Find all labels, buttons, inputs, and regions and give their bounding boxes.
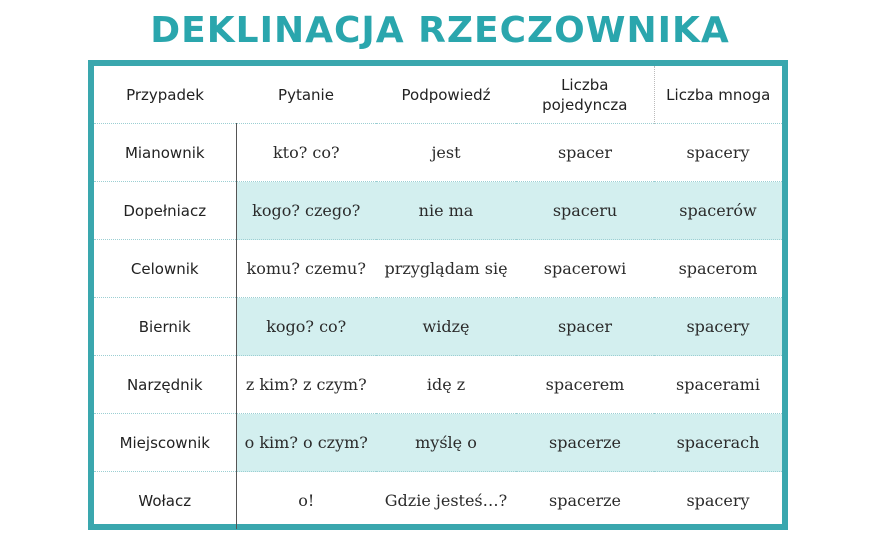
cell-singular: spacer [516,124,654,182]
cell-singular: spacerze [516,472,654,530]
cell-singular: spacer [516,298,654,356]
cell-singular: spacerowi [516,240,654,298]
case-name: Biernik [94,298,236,356]
cell-plural: spacery [654,472,782,530]
cell-question: kto? co? [236,124,376,182]
cell-hint: jest [376,124,516,182]
header-singular: Liczba pojedyncza [542,75,628,114]
cell-question: o kim? o czym? [236,414,376,472]
case-name: Narzędnik [94,356,236,414]
cell-hint: idę z [376,356,516,414]
cell-hint: widzę [376,298,516,356]
cell-question: o! [236,472,376,530]
table-row [94,356,782,414]
cell-singular: spacerem [516,356,654,414]
cell-singular: spacerze [516,414,654,472]
cell-question: kogo? czego? [236,182,376,240]
table-row [94,182,782,240]
table-row [94,414,782,472]
cell-hint: nie ma [376,182,516,240]
header-plural: Liczba mnoga [654,66,782,124]
table-row [94,472,782,530]
table-row [94,240,782,298]
cell-plural: spacery [654,298,782,356]
cell-hint: Gdzie jesteś…? [376,472,516,530]
declension-table-card [88,60,788,530]
case-name: Dopełniacz [94,182,236,240]
header-case: Przypadek [126,85,204,104]
page-title: DEKLINACJA RZECZOWNIKA [150,10,730,51]
cell-plural: spacerów [654,182,782,240]
header-hint: Podpowiedź [401,85,491,104]
cell-singular: spaceru [516,182,654,240]
cell-question: komu? czemu? [236,240,376,298]
cell-question: kogo? co? [236,298,376,356]
header-row [94,66,782,124]
case-name: Miejscownik [94,414,236,472]
cell-plural: spacerami [654,356,782,414]
declension-table [94,66,782,529]
case-name: Mianownik [94,124,236,182]
cell-question: z kim? z czym? [236,356,376,414]
cell-plural: spacerom [654,240,782,298]
case-name: Celownik [94,240,236,298]
table-row [94,124,782,182]
case-name: Wołacz [94,472,236,530]
cell-hint: myślę o [376,414,516,472]
cell-plural: spacery [654,124,782,182]
cell-hint: przyglądam się [376,240,516,298]
cell-plural: spacerach [654,414,782,472]
table-row [94,298,782,356]
header-question: Pytanie [278,85,334,104]
